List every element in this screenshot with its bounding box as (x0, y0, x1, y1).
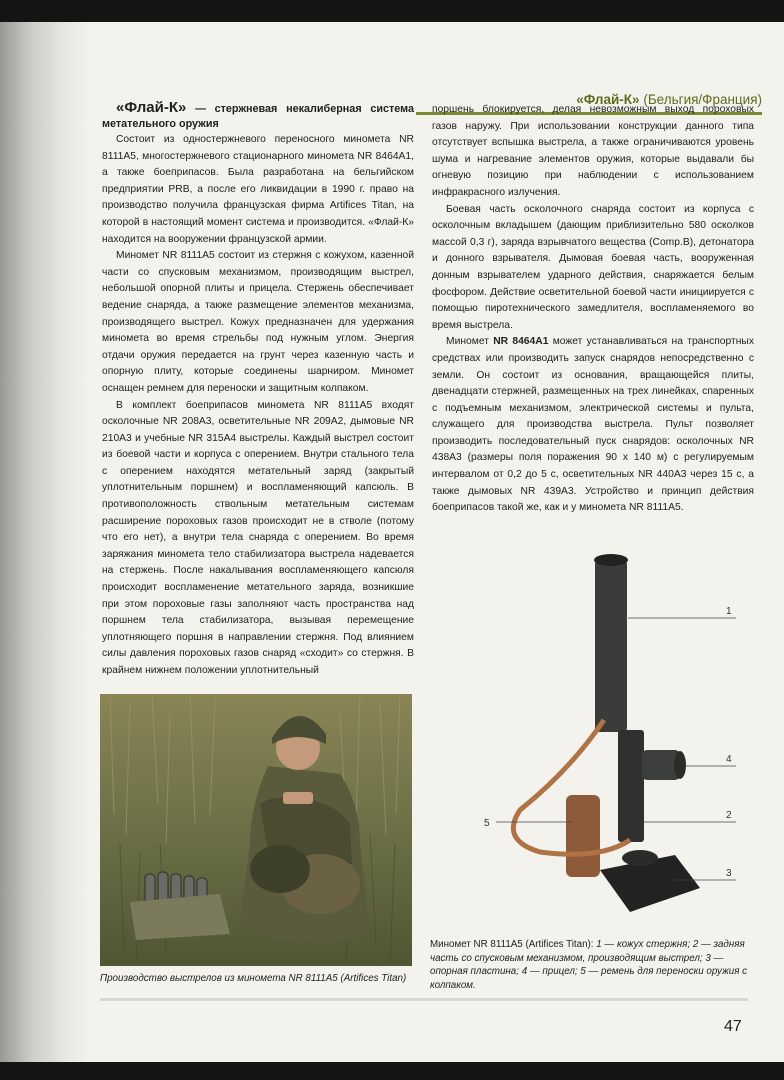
article-title-rest: — стержневая некалиберная система метательного оружия (102, 103, 414, 130)
article-title-main: «Флай-К» (116, 99, 187, 116)
running-head-title: «Флай-К» (576, 92, 640, 107)
diagram-label-1: 1 (726, 606, 732, 617)
paragraph-6-post: может устанавливаться на транспортных средствах или производить запуск снарядов непосредственно с земли. Он состоит из основания, вращающейся плиты, двенадцати стержней, размещенных на трех линейках, спаренных с подъемным механизмом, электрической системы и пульта, служащего для производства выстрела. Пульт позволяет производить последовательный пуск снарядов: осколочных NR 438A3 (размеры поля поражения 90 х 140 м) с регулируемым интервалом от 0,2 до 5 с, осветительных NR 440A3 через 15 с, а также дымовых NR 439A3. Устройство и принцип действия боеприпасов такой же, как и у миномета NR 8111A5. (432, 336, 754, 514)
right-column (432, 102, 754, 517)
mortar-diagram (480, 540, 770, 930)
diagram-caption-lead: Миномет NR 8111A5 (Artifices Titan): (430, 939, 597, 950)
diagram-caption-rest: 1 — кожух стержня; 2 — задняя часть со спусковым механизмом, производящим выстрел; 3 — опорная пластина; 4 — прицел; 5 — ремень для переноски оружия с колпаком. (430, 939, 748, 991)
soldier-photo (100, 694, 412, 966)
article-title (102, 100, 414, 132)
paragraph-3: В комплект боеприпасов миномета NR 8111A5 входят осколочные NR 208A3, осветительные NR 209A2, дымовые NR 210A3 и учебные NR 315A4 выстрелы. Каждый выстрел состоит из боевой части и корпуса с оперением. Внутри стального тела с оперением находятся метательный заряд (закрытый уплотнительным поршнем) и воспламеняющий капсюль. В противоположность ствольным метательным системам расширение пороховых газов происходит не в стволе (потому что его нет), а внутри тела снаряда с оперением. Во время заряжания миномета тело стабилизатора выстрела надевается на стержень. После накалывания воспламеняющего капсюля происходит воспламенение метательного заряда, возникшие при этом пороховые газы заполняют часть пространства над поршнем тела стабилизатора, вызывая перемещение уплотняющего поршня в направлении стержня. Под влиянием силы давления пороховых газов снаряд «сходит» со стержня. В крайнем нижнем положении уплотнительный (102, 399, 414, 676)
paragraph-6-model: NR 8464A1 (493, 336, 549, 348)
paragraph-6 (432, 334, 754, 517)
photo-caption: Производство выстрелов из миномета NR 8111A5 (Artifices Titan) (100, 973, 407, 984)
diagram-caption (430, 938, 754, 992)
footer-divider (100, 998, 748, 1001)
running-head-country: (Бельгия/Франция) (643, 92, 762, 107)
paragraph-4: поршень блокируется, делая невозможным выход пороховых газов наружу. При использовании конструкции данного типа отсутствует вспышка выстрела, а также ограничиваются уровень шума и нагревание элементов оружия, которые выдавали бы огневую позицию при наблюдении с использованием инфракрасного излучения. (432, 104, 754, 198)
paragraph-6-pre: Миномет (446, 336, 494, 348)
paragraph-1: Состоит из одностержневого переносного миномета NR 8111A5, многостержневого стационарного миномета NR 8464A1, а также боеприпасов. Была разработана на бельгийском предприятии PRB, а после его ликвидации в 1990 г. право на производство получила французская фирма Artifices Titan, на которой в настоящий момент система и производится. «Флай-К» находится на вооружении французской армии. (102, 134, 414, 245)
book-spine-shadow (0, 22, 92, 1062)
diagram-label-4: 4 (726, 754, 732, 765)
paragraph-2: Миномет NR 8111A5 состоит из стержня с кожухом, казенной части со спусковым механизмом, производящим выстрел, небольшой опорной плиты и прицела. Стержень обеспечивает ведение снаряда, а также размещение элементов механизма, производящего выстрел. Кожух предназначен для удержания миномета во время стрельбы под нужным углом. Энергия отдачи оружия передается на грунт через казенную часть и опорную плиту, которые соединены шарниром. Миномет оснащен ремнем для переноски и защитным колпаком. (102, 250, 414, 394)
diagram-label-2: 2 (726, 810, 732, 821)
page-number: 47 (724, 1018, 742, 1035)
diagram-label-3: 3 (726, 868, 732, 879)
mortar-cap (566, 795, 600, 877)
mortar-tube (595, 560, 627, 732)
diagram-label-5: 5 (484, 818, 490, 829)
left-column (102, 100, 414, 680)
paragraph-5: Боевая часть осколочного снаряда состоит из корпуса с осколочным вкладышем (дающим приблизительно 580 осколков массой 0,3 г), заряда взрывчатого вещества (Comp.B), детонатора и донного взрывателя. Дымовая боевая часть, вооруженная донным взрывателем ударного действия, снаряжается белым фосфором. Действие осветительной боевой части инициируется с помощью пиротехнического замедлителя, воспламеняемого во время выстрела. (432, 203, 754, 331)
